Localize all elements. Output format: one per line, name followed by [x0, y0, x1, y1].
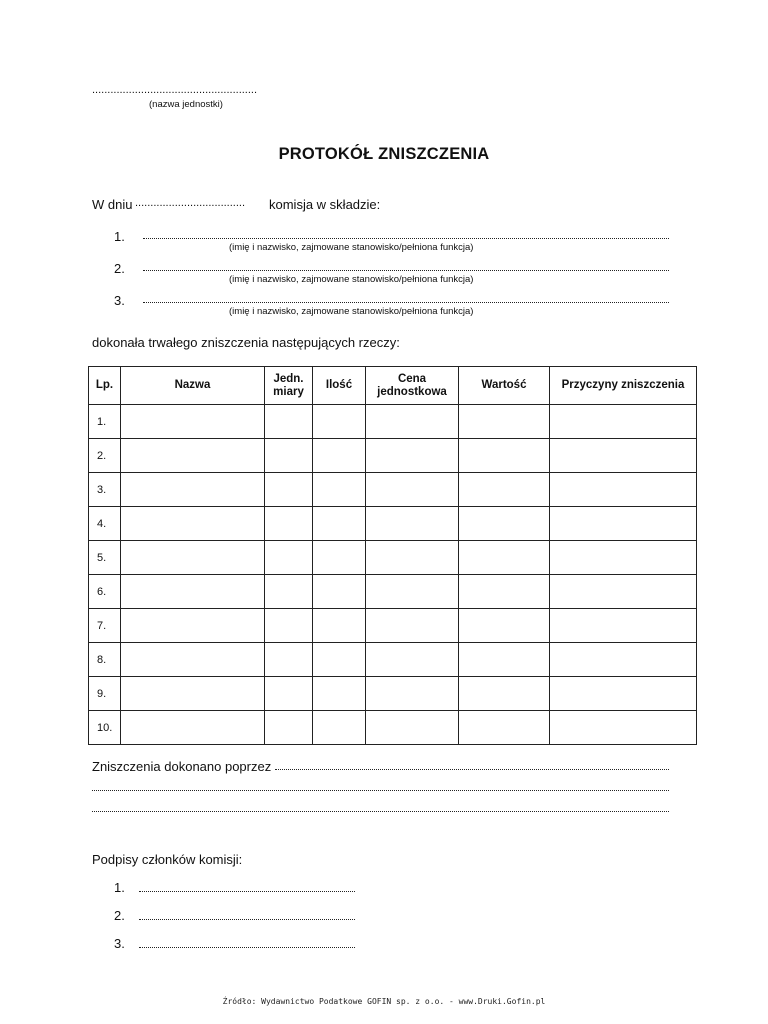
cell-lp: 9. [89, 677, 121, 711]
cell-quantity[interactable] [313, 575, 366, 609]
committee-member-2-caption: (imię i nazwisko, zajmowane stanowisko/pełniona funkcja) [229, 274, 474, 285]
table-row [89, 711, 697, 745]
cell-unit-price[interactable] [366, 711, 459, 745]
col-header-value: Wartość [459, 367, 550, 405]
cell-lp: 10. [89, 711, 121, 745]
table-row [89, 541, 697, 575]
cell-value[interactable] [459, 541, 550, 575]
cell-lp: 8. [89, 643, 121, 677]
cell-reasons[interactable] [550, 405, 697, 439]
cell-unit[interactable] [265, 711, 313, 745]
col-header-unit-price: Cena jednostkowa [366, 367, 459, 405]
source-footer: Źródło: Wydawnictwo Podatkowe GOFIN sp. z o.o. - www.Druki.Gofin.pl [222, 997, 546, 1006]
cell-unit-price[interactable] [366, 575, 459, 609]
cell-value[interactable] [459, 643, 550, 677]
cell-unit[interactable] [265, 405, 313, 439]
table-row [89, 575, 697, 609]
committee-member-1-line [143, 238, 669, 239]
cell-value[interactable] [459, 677, 550, 711]
cell-value[interactable] [459, 711, 550, 745]
cell-value[interactable] [459, 473, 550, 507]
items-table [88, 366, 697, 745]
table-row [89, 473, 697, 507]
signature-3-number: 3. [114, 936, 125, 951]
committee-text: komisja w składzie: [269, 197, 381, 212]
method-line-1 [275, 769, 669, 770]
unit-name-caption: (nazwa jednostki) [149, 99, 223, 110]
cell-lp: 5. [89, 541, 121, 575]
cell-name[interactable] [121, 473, 265, 507]
table-row [89, 609, 697, 643]
col-header-unit: Jedn. miary [265, 367, 313, 405]
cell-unit-price[interactable] [366, 507, 459, 541]
cell-quantity[interactable] [313, 473, 366, 507]
cell-name[interactable] [121, 575, 265, 609]
method-line-3 [92, 811, 669, 812]
cell-lp: 3. [89, 473, 121, 507]
cell-reasons[interactable] [550, 711, 697, 745]
cell-lp: 1. [89, 405, 121, 439]
cell-unit[interactable] [265, 677, 313, 711]
table-row [89, 507, 697, 541]
col-header-name: Nazwa [121, 367, 265, 405]
committee-member-2-line [143, 270, 669, 271]
cell-value[interactable] [459, 609, 550, 643]
cell-quantity[interactable] [313, 677, 366, 711]
cell-lp: 6. [89, 575, 121, 609]
cell-name[interactable] [121, 643, 265, 677]
cell-unit-price[interactable] [366, 609, 459, 643]
committee-member-2-number: 2. [114, 261, 125, 276]
signature-2-number: 2. [114, 908, 125, 923]
signatures-label: Podpisy członków komisji: [92, 852, 243, 867]
cell-unit[interactable] [265, 609, 313, 643]
committee-member-3-caption: (imię i nazwisko, zajmowane stanowisko/pełniona funkcja) [229, 306, 474, 317]
cell-unit[interactable] [265, 575, 313, 609]
method-label: Zniszczenia dokonano poprzez [92, 759, 272, 774]
cell-name[interactable] [121, 677, 265, 711]
cell-reasons[interactable] [550, 439, 697, 473]
cell-unit-price[interactable] [366, 405, 459, 439]
cell-unit-price[interactable] [366, 473, 459, 507]
cell-quantity[interactable] [313, 507, 366, 541]
document-title: PROTOKÓŁ ZNISZCZENIA [278, 145, 490, 163]
signature-1-line [139, 891, 355, 892]
cell-reasons[interactable] [550, 541, 697, 575]
cell-quantity[interactable] [313, 405, 366, 439]
cell-name[interactable] [121, 711, 265, 745]
cell-lp: 2. [89, 439, 121, 473]
cell-reasons[interactable] [550, 473, 697, 507]
committee-member-3-number: 3. [114, 293, 125, 308]
cell-value[interactable] [459, 507, 550, 541]
cell-name[interactable] [121, 507, 265, 541]
cell-reasons[interactable] [550, 575, 697, 609]
cell-unit[interactable] [265, 541, 313, 575]
col-header-lp: Lp. [89, 367, 121, 405]
cell-name[interactable] [121, 609, 265, 643]
signature-1-number: 1. [114, 880, 125, 895]
cell-unit-price[interactable] [366, 541, 459, 575]
cell-unit-price[interactable] [366, 439, 459, 473]
cell-name[interactable] [121, 405, 265, 439]
signature-3-line [139, 947, 355, 948]
committee-member-3-line [143, 302, 669, 303]
cell-unit[interactable] [265, 643, 313, 677]
cell-quantity[interactable] [313, 439, 366, 473]
cell-quantity[interactable] [313, 541, 366, 575]
table-header-row [89, 367, 697, 405]
cell-unit[interactable] [265, 473, 313, 507]
table-row [89, 643, 697, 677]
cell-unit[interactable] [265, 507, 313, 541]
cell-unit-price[interactable] [366, 677, 459, 711]
date-dots: .................................... [135, 197, 246, 209]
col-header-reasons: Przyczyny zniszczenia [550, 367, 697, 405]
table-row [89, 439, 697, 473]
cell-unit[interactable] [265, 439, 313, 473]
cell-reasons[interactable] [550, 609, 697, 643]
committee-member-1-caption: (imię i nazwisko, zajmowane stanowisko/pełniona funkcja) [229, 242, 474, 253]
method-line-2 [92, 790, 669, 791]
cell-name[interactable] [121, 541, 265, 575]
signature-2-line [139, 919, 355, 920]
cell-quantity[interactable] [313, 643, 366, 677]
cell-lp: 4. [89, 507, 121, 541]
committee-member-1-number: 1. [114, 229, 125, 244]
destruction-statement: dokonała trwałego zniszczenia następujących rzeczy: [92, 335, 400, 350]
cell-value[interactable] [459, 405, 550, 439]
cell-name[interactable] [121, 439, 265, 473]
table-row [89, 677, 697, 711]
cell-reasons[interactable] [550, 643, 697, 677]
cell-quantity[interactable] [313, 711, 366, 745]
cell-reasons[interactable] [550, 507, 697, 541]
cell-quantity[interactable] [313, 609, 366, 643]
date-prefix: W dniu [92, 197, 133, 212]
cell-reasons[interactable] [550, 677, 697, 711]
cell-lp: 7. [89, 609, 121, 643]
cell-value[interactable] [459, 575, 550, 609]
cell-unit-price[interactable] [366, 643, 459, 677]
table-row [89, 405, 697, 439]
cell-value[interactable] [459, 439, 550, 473]
col-header-quantity: Ilość [313, 367, 366, 405]
unit-name-dots: ...................................................... [92, 84, 258, 96]
